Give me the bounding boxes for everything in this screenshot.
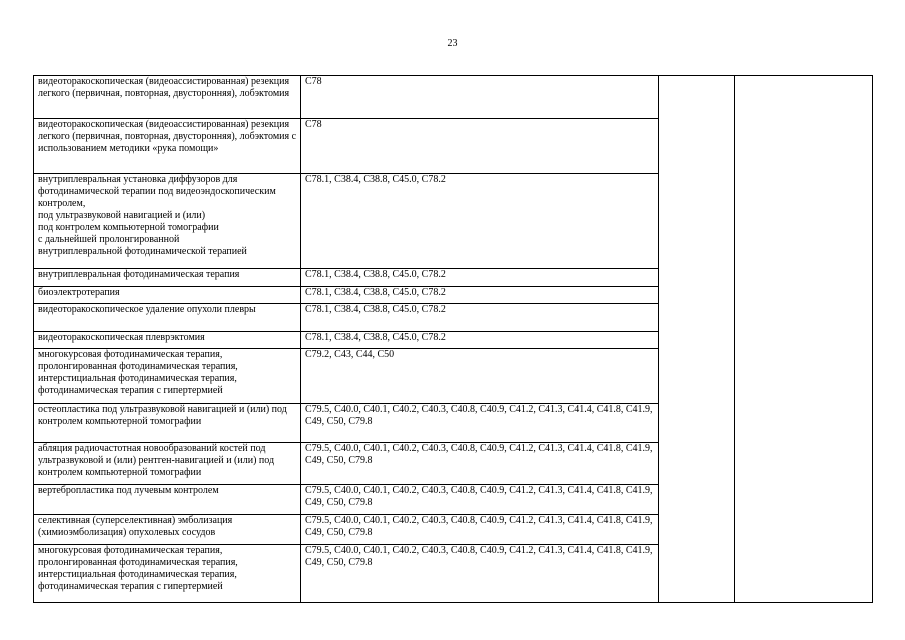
- codes-cell: C78.1, C38.4, C38.8, C45.0, C78.2: [301, 332, 659, 349]
- page-number: 23: [447, 38, 458, 49]
- method-cell: остеопластика под ультразвуковой навигацией и (или) под контролем компьютерной томографии: [34, 404, 301, 443]
- codes-cell: C78.1, C38.4, C38.8, C45.0, C78.2: [301, 287, 659, 304]
- method-cell: внутриплевральная установка диффузоров для фотодинамической терапии под видеоэндоскопическим контролем, под ультразвуковой навигацией и (или) под контролем компьютерной томографии с дальнейшей пролонгированной внутриплевральной фотодинамической терапией: [34, 174, 301, 269]
- codes-cell: C79.5, C40.0, C40.1, C40.2, C40.3, C40.8, C40.9, C41.2, C41.3, C41.4, C41.8, C41.9, C49, C50, C79.8: [301, 515, 659, 545]
- method-cell: вертебропластика под лучевым контролем: [34, 485, 301, 515]
- codes-cell: C78.1, C38.4, C38.8, C45.0, C78.2: [301, 269, 659, 287]
- method-cell: многокурсовая фотодинамическая терапия, пролонгированная фотодинамическая терапия, интерстициальная фотодинамическая терапия, фотодинамическая терапия с гипертермией: [34, 545, 301, 603]
- method-cell: многокурсовая фотодинамическая терапия, пролонгированная фотодинамическая терапия, интерстициальная фотодинамическая терапия, фотодинамическая терапия с гипертермией: [34, 349, 301, 404]
- codes-cell: C78.1, C38.4, C38.8, C45.0, C78.2: [301, 304, 659, 332]
- codes-cell: C79.5, C40.0, C40.1, C40.2, C40.3, C40.8, C40.9, C41.2, C41.3, C41.4, C41.8, C41.9, C49, C50, C79.8: [301, 443, 659, 485]
- method-cell: видеоторакоскопическое удаление опухоли плевры: [34, 304, 301, 332]
- codes-cell: C78: [301, 76, 659, 119]
- codes-cell: C79.5, C40.0, C40.1, C40.2, C40.3, C40.8, C40.9, C41.2, C41.3, C41.4, C41.8, C41.9, C49, C50, C79.8: [301, 485, 659, 515]
- codes-cell: C79.5, C40.0, C40.1, C40.2, C40.3, C40.8, C40.9, C41.2, C41.3, C41.4, C41.8, C41.9, C49, C50, C79.8: [301, 545, 659, 603]
- codes-cell: C79.5, C40.0, C40.1, C40.2, C40.3, C40.8, C40.9, C41.2, C41.3, C41.4, C41.8, C41.9, C49, C50, C79.8: [301, 404, 659, 443]
- empty-cell: [735, 76, 873, 603]
- codes-cell: C79.2, C43, C44, C50: [301, 349, 659, 404]
- procedures-table: [33, 75, 873, 603]
- codes-cell: C78.1, C38.4, C38.8, C45.0, C78.2: [301, 174, 659, 269]
- method-cell: селективная (суперселективная) эмболизация (химиоэмболизация) опухолевых сосудов: [34, 515, 301, 545]
- method-cell: внутриплевральная фотодинамическая терапия: [34, 269, 301, 287]
- method-cell: биоэлектротерапия: [34, 287, 301, 304]
- method-cell: видеоторакоскопическая плеврэктомия: [34, 332, 301, 349]
- empty-cell: [659, 76, 735, 603]
- table-row: [34, 76, 873, 119]
- codes-cell: C78: [301, 119, 659, 174]
- method-cell: видеоторакоскопическая (видеоассистированная) резекция легкого (первичная, повторная, двусторонняя), лобэктомия с использованием методики «рука помощи»: [34, 119, 301, 174]
- method-cell: абляция радиочастотная новообразований костей под ультразвуковой и (или) рентген-навигацией и (или) под контролем компьютерной томографии: [34, 443, 301, 485]
- method-cell: видеоторакоскопическая (видеоассистированная) резекция легкого (первичная, повторная, двусторонняя), лобэктомия: [34, 76, 301, 119]
